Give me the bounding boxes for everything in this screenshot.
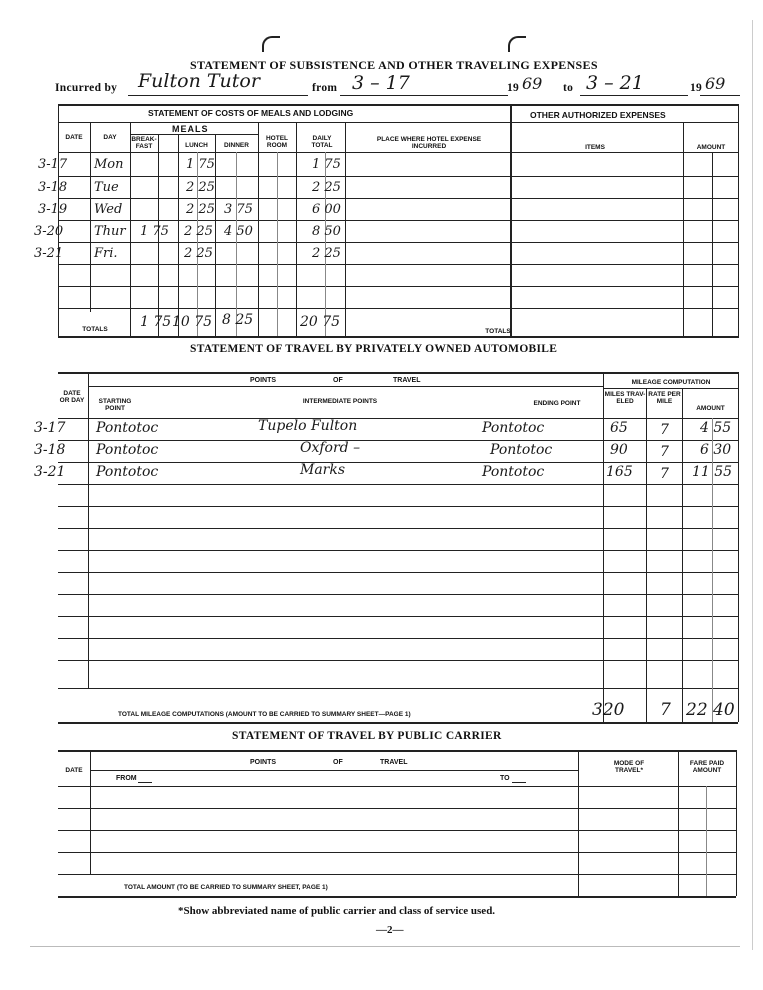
- auto-col-end: ENDING POINT: [533, 400, 581, 407]
- carrier-to: TO: [500, 775, 510, 782]
- carrier-points: POINTS: [250, 759, 277, 766]
- auto-col-inter: INTERMEDIATE POINTS: [302, 398, 378, 405]
- page-edge-bottom: [30, 946, 740, 947]
- carrier-section-title: STATEMENT OF TRAVEL BY PUBLIC CARRIER: [232, 730, 502, 742]
- col-place: PLACE WHERE HOTEL EXPENSE INCURRED: [376, 136, 482, 150]
- col-day: DAY: [103, 134, 117, 141]
- auto-miles: 165: [606, 464, 633, 480]
- auto-end: Pontotoc: [482, 420, 545, 436]
- carrier-of: OF: [333, 759, 343, 766]
- meal-daily: 2 25: [312, 180, 341, 195]
- col-items: ITEMS: [585, 144, 605, 151]
- meal-lunch: 2 25: [184, 224, 213, 239]
- auto-amount: 6 30: [700, 442, 732, 458]
- auto-col-date: DATE OR DAY: [59, 390, 85, 404]
- meal-dinner: 3 75: [224, 202, 253, 217]
- carrier-col-fare: FARE PAID AMOUNT: [689, 760, 725, 774]
- meal-daily: 1 75: [312, 157, 341, 172]
- auto-total-amount: 22 40: [686, 700, 735, 720]
- other-expenses-title: OTHER AUTHORIZED EXPENSES: [530, 110, 666, 120]
- footnote: *Show abbreviated name of public carrier and class of service used.: [178, 905, 496, 917]
- meal-day: Thur: [94, 224, 126, 239]
- punch-hole-right: [508, 36, 526, 52]
- auto-inter: Oxford –: [300, 440, 361, 456]
- meals-header: MEALS: [172, 124, 209, 134]
- meal-date: 3-18: [38, 180, 68, 195]
- auto-miles: 65: [610, 420, 628, 436]
- carrier-total-label: TOTAL AMOUNT (TO BE CARRIED TO SUMMARY SHEET, PAGE 1): [124, 884, 328, 891]
- carrier-col-date: DATE: [65, 767, 83, 774]
- meal-day: Wed: [94, 202, 123, 217]
- auto-total-miles: 320: [592, 700, 625, 720]
- col-hotel: HOTEL ROOM: [265, 135, 289, 149]
- meal-day: Mon: [94, 157, 124, 172]
- carrier-travel: TRAVEL: [380, 759, 408, 766]
- total-dinner: 8 25: [222, 312, 254, 328]
- auto-start: Pontotoc: [96, 442, 159, 458]
- incurred-name: Fulton Tutor: [138, 70, 260, 92]
- meal-date: 3-17: [38, 157, 68, 172]
- meal-breakfast: 1 75: [140, 224, 169, 239]
- meal-daily: 2 25: [312, 246, 341, 261]
- to-label: to: [563, 82, 574, 94]
- page-edge-right: [752, 20, 753, 950]
- col-lunch: LUNCH: [185, 142, 208, 149]
- meal-date: 3-21: [34, 246, 64, 261]
- col-dinner: DINNER: [224, 142, 249, 149]
- auto-rate: 7: [660, 466, 669, 482]
- meal-lunch: 2 25: [186, 180, 215, 195]
- auto-section-title: STATEMENT OF TRAVEL BY PRIVATELY OWNED AUTOMOBILE: [190, 343, 558, 355]
- auto-mileage-header: MILEAGE COMPUTATION: [631, 379, 711, 386]
- auto-travel: TRAVEL: [393, 377, 421, 384]
- auto-rate: 7: [660, 444, 669, 460]
- auto-inter: Marks: [300, 462, 346, 478]
- meal-day: Tue: [94, 180, 119, 195]
- auto-inter: Tupelo Fulton: [258, 418, 358, 434]
- meal-dinner: 4 50: [224, 224, 253, 239]
- total-breakfast: 1 75: [140, 314, 172, 330]
- auto-total-rate: 7: [660, 700, 671, 720]
- incurred-label: Incurred by: [55, 82, 118, 94]
- to-year-prefix: 19: [690, 82, 703, 94]
- auto-date: 3-17: [34, 420, 66, 436]
- from-year: 69: [522, 74, 543, 93]
- meals-totals-label: TOTALS: [82, 326, 108, 333]
- auto-miles: 90: [610, 442, 628, 458]
- meal-lunch: 2 25: [186, 202, 215, 217]
- auto-start: Pontotoc: [96, 464, 159, 480]
- from-label: from: [312, 82, 338, 94]
- col-breakfast: BREAK-FAST: [131, 136, 157, 150]
- meal-day: Fri.: [94, 246, 118, 261]
- meals-section-title: STATEMENT OF COSTS OF MEALS AND LODGING: [148, 108, 354, 118]
- auto-of: OF: [333, 377, 343, 384]
- auto-end: Pontotoc: [482, 464, 545, 480]
- auto-date: 3-21: [34, 464, 66, 480]
- other-totals-label: TOTALS: [485, 328, 511, 335]
- punch-hole-left: [262, 36, 280, 52]
- carrier-from: FROM: [116, 775, 137, 782]
- from-date: 3 – 17: [352, 72, 410, 94]
- to-date: 3 – 21: [586, 72, 644, 94]
- auto-col-rate: RATE PER MILE: [648, 391, 681, 405]
- col-daily: DAILY TOTAL: [311, 135, 333, 149]
- meal-date: 3-19: [38, 202, 68, 217]
- carrier-col-mode: MODE OF TRAVEL*: [613, 760, 645, 774]
- meal-daily: 6 00: [312, 202, 341, 217]
- page-number: —2—: [376, 924, 404, 936]
- to-year: 69: [705, 74, 726, 93]
- auto-amount: 11 55: [692, 464, 733, 480]
- total-daily: 20 75: [300, 314, 341, 330]
- auto-rate: 7: [660, 422, 669, 438]
- auto-col-start: STARTING POINT: [98, 398, 132, 412]
- auto-col-miles: MILES TRAV-ELED: [604, 391, 646, 405]
- meal-date: 3-20: [34, 224, 64, 239]
- col-other-amount: AMOUNT: [696, 144, 726, 151]
- auto-start: Pontotoc: [96, 420, 159, 436]
- form-title: STATEMENT OF SUBSISTENCE AND OTHER TRAVELING EXPENSES: [190, 58, 598, 72]
- auto-points: POINTS: [250, 377, 277, 384]
- total-lunch: 10 75: [172, 314, 213, 330]
- auto-amount: 4 55: [700, 420, 732, 436]
- meal-lunch: 1 75: [186, 157, 215, 172]
- auto-date: 3-18: [34, 442, 66, 458]
- auto-col-amount: AMOUNT: [696, 405, 725, 412]
- from-year-prefix: 19: [507, 82, 520, 94]
- col-date: DATE: [65, 134, 83, 141]
- meal-lunch: 2 25: [184, 246, 213, 261]
- auto-total-label: TOTAL MILEAGE COMPUTATIONS (AMOUNT TO BE CARRIED TO SUMMARY SHEET—PAGE 1): [118, 711, 411, 718]
- auto-end: Pontotoc: [490, 442, 553, 458]
- meal-daily: 8 50: [312, 224, 341, 239]
